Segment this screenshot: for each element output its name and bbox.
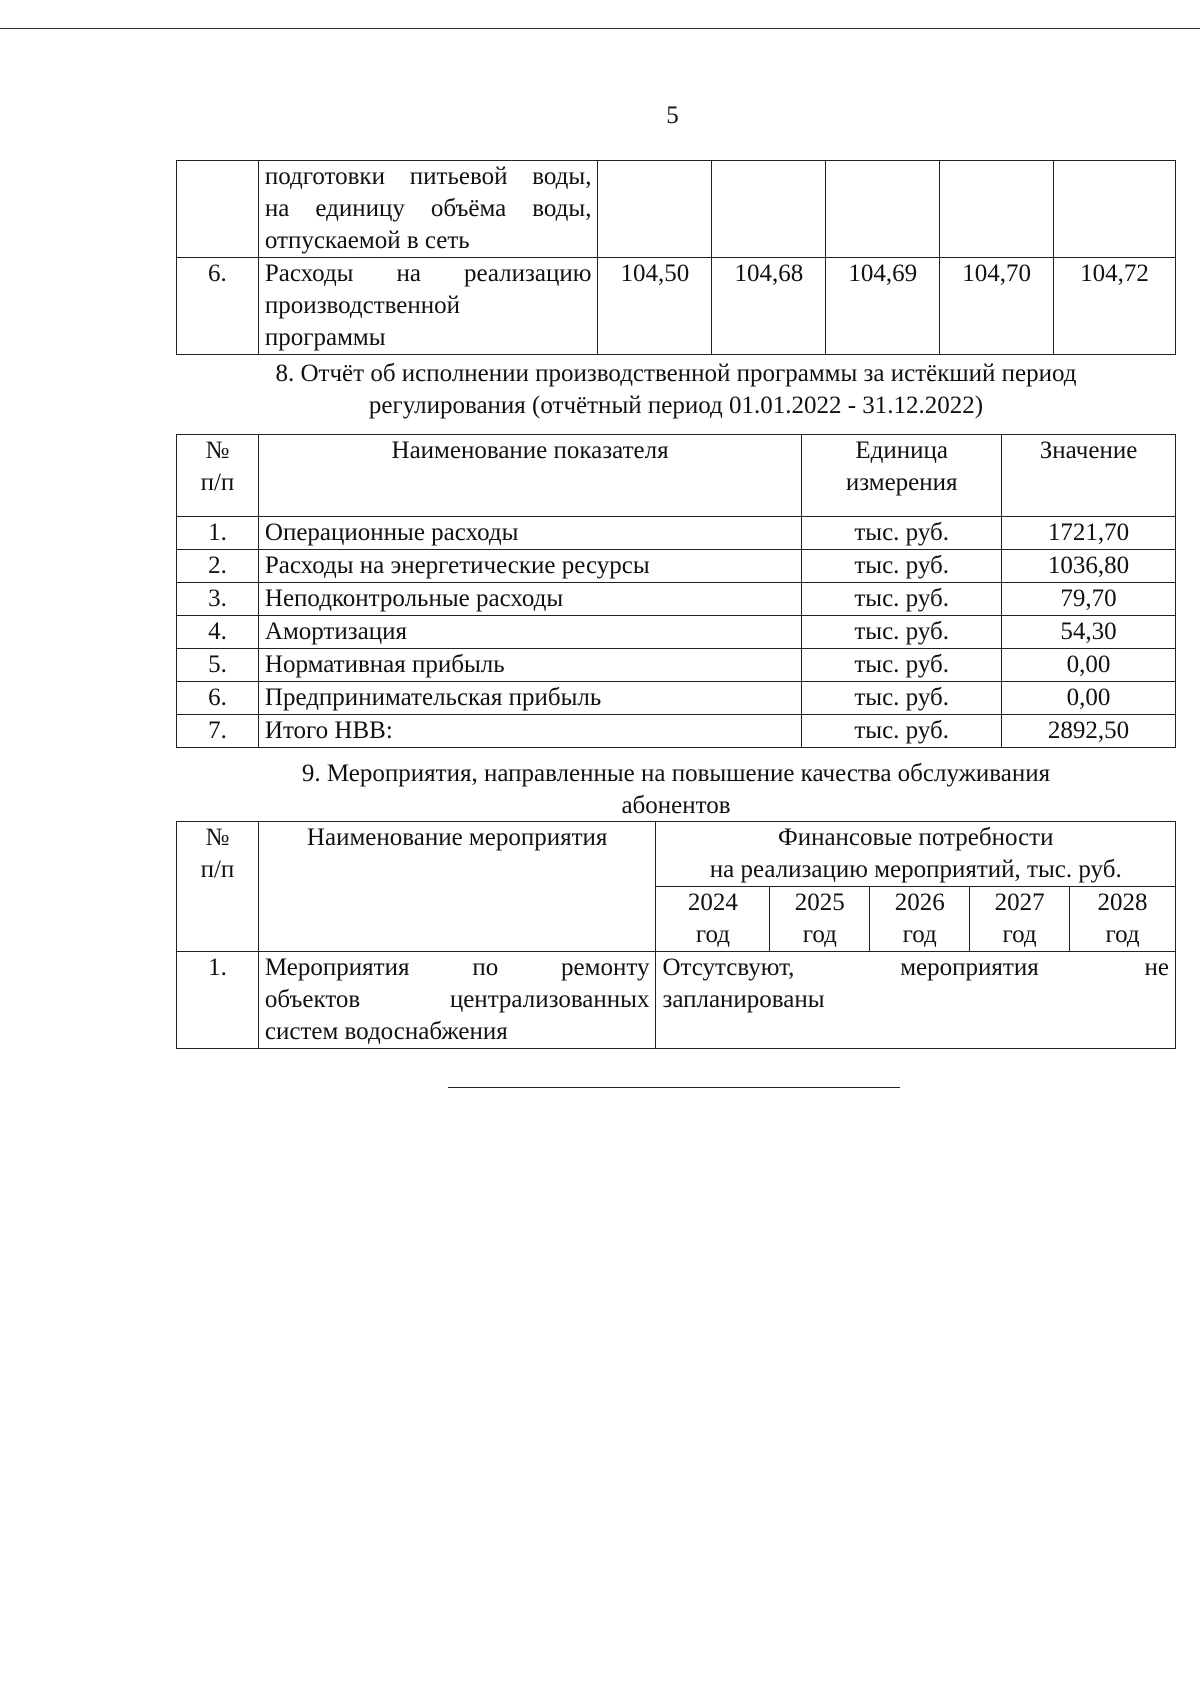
cell-name: Неподконтрольные расходы — [258, 583, 801, 616]
table-row — [177, 952, 1176, 1049]
table-service-measures — [176, 821, 1176, 1049]
cell-num: 5. — [177, 649, 259, 682]
table-header-row — [177, 822, 1176, 887]
cell-num: 7. — [177, 715, 259, 748]
table-continuation — [176, 160, 1176, 355]
header-year: 2027 год — [970, 887, 1070, 952]
cell-value: 104,68 — [712, 258, 826, 355]
cell-status: Отсутсвуют, мероприятия не запланированы — [656, 952, 1176, 1049]
cell-unit: тыс. руб. — [802, 682, 1002, 715]
end-divider — [448, 1087, 900, 1088]
cell-empty — [1054, 161, 1176, 258]
cell-value: 2892,50 — [1002, 715, 1176, 748]
cell-value: 0,00 — [1002, 682, 1176, 715]
table-row — [177, 258, 1176, 355]
cell-name: Итого НВВ: — [258, 715, 801, 748]
table-row — [177, 616, 1176, 649]
cell-num: 6. — [177, 258, 259, 355]
table-row — [177, 649, 1176, 682]
cell-value: 1721,70 — [1002, 517, 1176, 550]
cell-num: 2. — [177, 550, 259, 583]
cell-value: 104,72 — [1054, 258, 1176, 355]
cell-unit: тыс. руб. — [802, 583, 1002, 616]
cell-name-continuation: подготовки питьевой воды, на единицу объёма воды, отпускаемой в сеть — [258, 161, 598, 258]
cell-unit: тыс. руб. — [802, 649, 1002, 682]
cell-num: 4. — [177, 616, 259, 649]
cell-empty — [826, 161, 940, 258]
cell-unit: тыс. руб. — [802, 517, 1002, 550]
cell-empty — [598, 161, 712, 258]
table-row — [177, 583, 1176, 616]
header-value: Значение — [1002, 435, 1176, 517]
header-num: № п/п — [177, 435, 259, 517]
top-scan-rule — [0, 28, 1200, 29]
table-row — [177, 682, 1176, 715]
cell-empty — [940, 161, 1054, 258]
cell-name: Мероприятия по ремонту объектов централизованных систем водоснабжения — [258, 952, 656, 1049]
cell-name: Операционные расходы — [258, 517, 801, 550]
cell-name: Нормативная прибыль — [258, 649, 801, 682]
cell-empty — [712, 161, 826, 258]
page-number: 5 — [666, 102, 679, 129]
header-year: 2025 год — [770, 887, 870, 952]
header-year: 2026 год — [870, 887, 970, 952]
cell-num: 6. — [177, 682, 259, 715]
header-name: Наименование мероприятия — [258, 822, 656, 952]
cell-value: 104,70 — [940, 258, 1054, 355]
cell-value: 54,30 — [1002, 616, 1176, 649]
table-header-row — [177, 435, 1176, 517]
table-row — [177, 517, 1176, 550]
table-row — [177, 550, 1176, 583]
cell-unit: тыс. руб. — [802, 550, 1002, 583]
cell-num: 3. — [177, 583, 259, 616]
cell-value: 0,00 — [1002, 649, 1176, 682]
header-name: Наименование показателя — [258, 435, 801, 517]
cell-unit: тыс. руб. — [802, 616, 1002, 649]
cell-value: 104,69 — [826, 258, 940, 355]
cell-name: Амортизация — [258, 616, 801, 649]
table-production-report — [176, 434, 1176, 748]
table-row — [177, 715, 1176, 748]
cell-num — [177, 161, 259, 258]
header-year: 2024 год — [656, 887, 770, 952]
cell-name: Расходы на энергетические ресурсы — [258, 550, 801, 583]
cell-unit: тыс. руб. — [802, 715, 1002, 748]
header-finance: Финансовые потребности на реализацию мероприятий, тыс. руб. — [656, 822, 1176, 887]
header-year: 2028 год — [1070, 887, 1176, 952]
section-8-heading: 8. Отчёт об исполнении производственной программы за истёкший период регулирования (отчётный период 01.01.2022 - 31.12.2022) — [275, 360, 1077, 419]
cell-num: 1. — [177, 952, 259, 1049]
cell-num: 1. — [177, 517, 259, 550]
cell-value: 104,50 — [598, 258, 712, 355]
cell-value: 1036,80 — [1002, 550, 1176, 583]
cell-name: Предпринимательская прибыль — [258, 682, 801, 715]
section-9-heading: 9. Мероприятия, направленные на повышение качества обслуживания абонентов — [301, 760, 1051, 819]
header-num: № п/п — [177, 822, 259, 952]
header-unit: Единица измерения — [802, 435, 1002, 517]
cell-name: Расходы на реализацию производственной программы — [258, 258, 598, 355]
table-row — [177, 161, 1176, 258]
cell-value: 79,70 — [1002, 583, 1176, 616]
